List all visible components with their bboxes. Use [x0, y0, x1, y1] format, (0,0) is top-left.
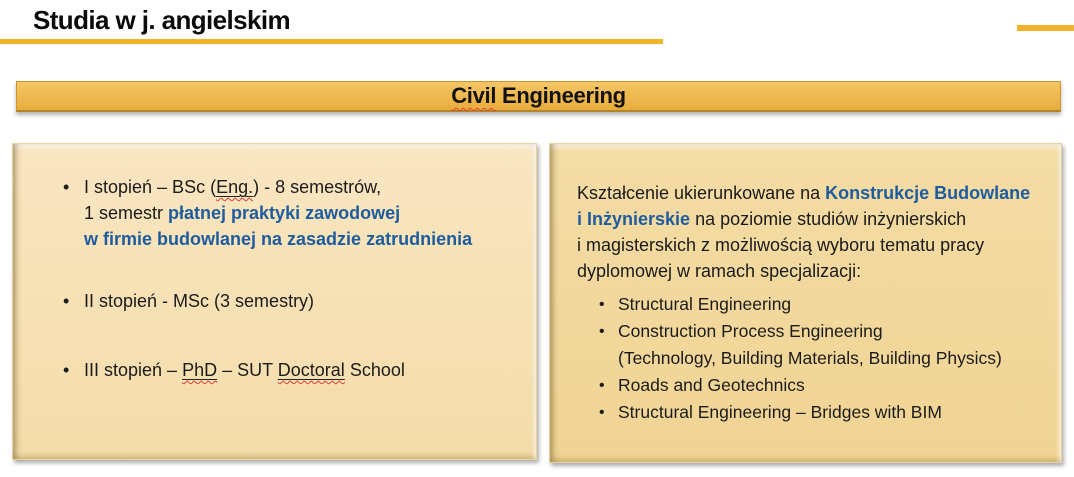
bullet-icon: • — [599, 404, 605, 421]
section-title: Civil Engineering — [451, 83, 626, 108]
top-right-accent-rule — [1017, 25, 1074, 31]
bullet-text: Construction Process Engineering (Technology, Building Materials, Building Physics) — [618, 321, 1002, 368]
bullet-icon: • — [599, 296, 605, 313]
bullet-icon: • — [599, 323, 605, 340]
bullet-icon: • — [63, 177, 70, 197]
bullet-text: Structural Engineering — [618, 294, 792, 314]
bullet-text: Structural Engineering – Bridges with BIM — [618, 402, 942, 422]
bullet-icon: • — [599, 377, 605, 394]
right-panel — [549, 143, 1062, 463]
list-item — [599, 399, 1047, 426]
page-title: Studia w j. angielskim — [33, 5, 290, 35]
bullet-text: Roads and Geotechnics — [618, 375, 805, 395]
bullet-text: II stopień - MSc (3 semestry) — [84, 291, 315, 311]
bullet-text: III stopień – PhD – SUT Doctoral School — [84, 360, 405, 380]
list-item — [63, 357, 522, 383]
title-underline-rule — [0, 39, 663, 44]
list-item — [599, 372, 1047, 399]
left-panel — [12, 143, 537, 460]
bullet-text: I stopień – BSc (Eng.) - 8 semestrów, 1 semestr płatnej praktyki zawodowej w firmie budowlanej na zasadzie zatrudnienia — [84, 177, 473, 249]
list-item — [63, 174, 522, 252]
bullet-icon: • — [63, 360, 70, 380]
section-header-bar — [16, 81, 1061, 112]
bullet-icon: • — [63, 291, 70, 311]
intro-paragraph: Kształcenie ukierunkowane na Konstrukcje Budowlane i Inżynierskie na poziomie studiów inżynierskich i magisterskich z możliwością wyboru tematu pracy dyplomowej w ramach specjalizacji: — [577, 183, 1031, 281]
list-item — [599, 318, 1047, 372]
specialization-list — [577, 291, 1047, 426]
list-item — [63, 288, 522, 314]
list-item — [599, 291, 1047, 318]
